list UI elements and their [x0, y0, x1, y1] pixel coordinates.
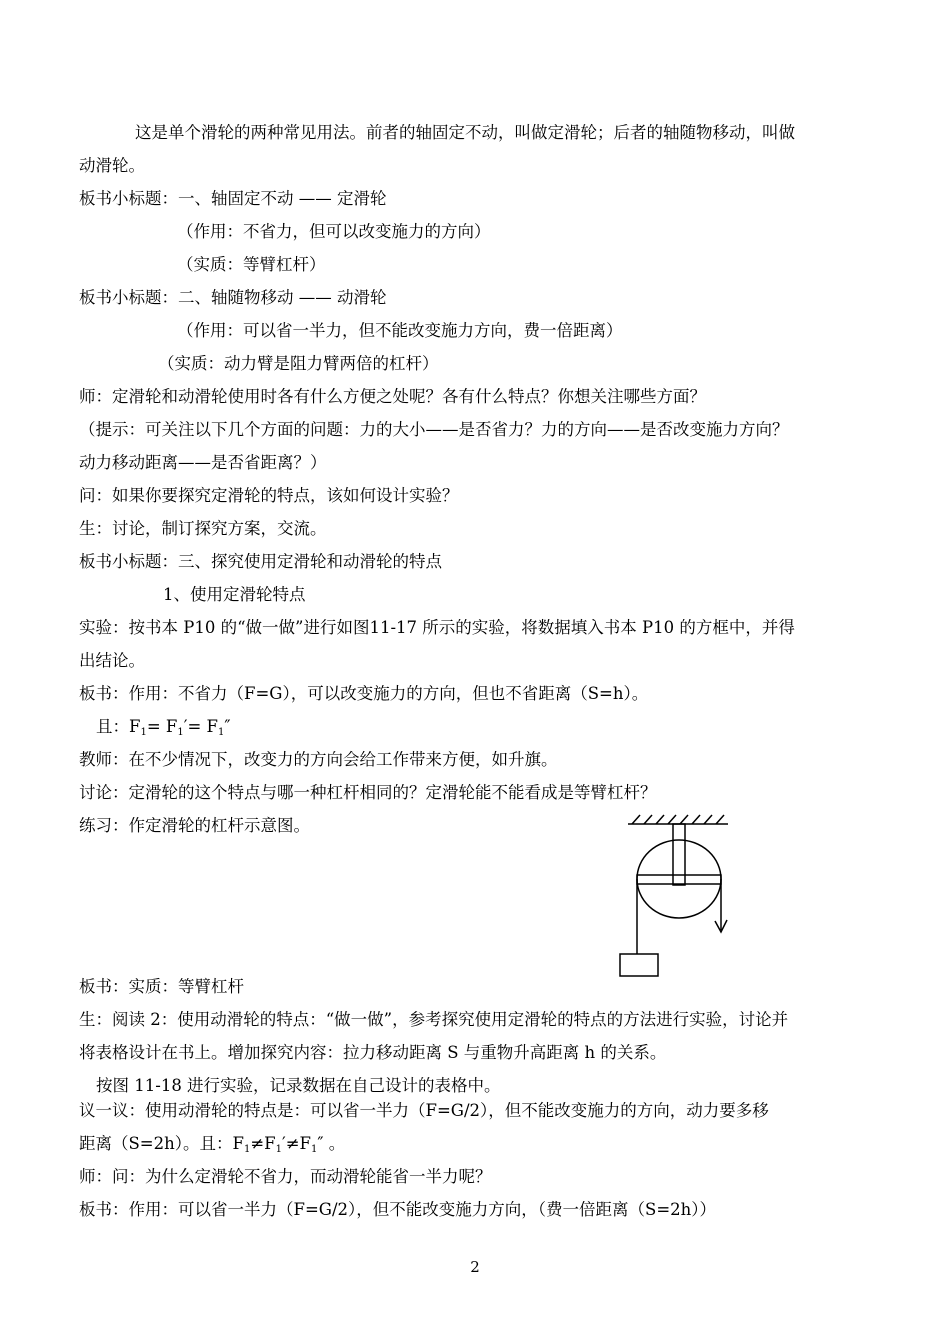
subscript: 1 [311, 1144, 318, 1155]
student-line: 生：阅读 2：使用动滑轮的特点：“做一做”，参考探究使用定滑轮的特点的方法进行实验，讨论并 [79, 1010, 789, 1029]
board-line: 板书：实质：等臂杠杆 [79, 977, 244, 996]
board-note: （作用：可以省一半力，但不能改变施力方向，费一倍距离） [177, 321, 623, 340]
experiment-line: 出结论。 [79, 651, 145, 670]
formula-text: ≠F [250, 1134, 276, 1153]
pulley-wheel [637, 840, 721, 918]
student-line: 将表格设计在书上。增加探究内容：拉力移动距离 S 与重物升高距离 h 的关系。 [79, 1043, 667, 1062]
fixed-pulley-diagram [618, 812, 738, 982]
lever-arm-bar [637, 875, 721, 884]
subscript: 1 [275, 1144, 282, 1155]
formula-text: 且：F [96, 717, 141, 736]
teacher-question: 师：定滑轮和动滑轮使用时各有什么方便之处呢？各有什么特点？你想关注哪些方面？ [79, 387, 706, 406]
formula-text: ″ 。 [317, 1134, 346, 1153]
board-heading: 板书小标题：一、轴固定不动 —— 定滑轮 [79, 189, 387, 208]
student-line: 生：讨论，制订探究方案，交流。 [79, 519, 327, 538]
formula-line [96, 717, 231, 743]
paragraph-line: 动滑轮。 [79, 156, 145, 175]
discussion-line: 议一议：使用动滑轮的特点是：可以省一半力（F=G/2），但不能改变施力的方向，动力要多移 [79, 1101, 769, 1120]
board-line: 板书：作用：可以省一半力（F=G/2），但不能改变施力方向，（费一倍距离（S=2h）） [79, 1200, 717, 1219]
experiment-line: 按图 11-18 进行实验，记录数据在自己设计的表格中。 [96, 1076, 501, 1095]
teacher-line: 教师：在不少情况下，改变力的方向会给工作带来方便，如升旗。 [79, 750, 558, 769]
subscript: 1 [243, 1144, 251, 1155]
pulley-axle-bracket [673, 824, 685, 885]
teacher-question: 师：问：为什么定滑轮不省力，而动滑轮能省一半力呢？ [79, 1167, 492, 1186]
hint-line: （提示：可关注以下几个方面的问题：力的大小——是否省力？力的方向——是否改变施力方向？ [79, 420, 789, 439]
formula-text: = F [146, 717, 178, 736]
formula-text: ′≠F [281, 1134, 312, 1153]
practice-line: 练习：作定滑轮的杠杆示意图。 [79, 816, 310, 835]
subscript: 1 [140, 727, 147, 738]
page-number: 2 [470, 1258, 480, 1276]
board-note: （作用：不省力，但可以改变施力的方向） [177, 222, 491, 241]
board-heading: 板书小标题：三、探究使用定滑轮和动滑轮的特点 [79, 552, 442, 571]
board-heading: 板书小标题：二、轴随物移动 —— 动滑轮 [79, 288, 387, 307]
sub-heading: 1、使用定滑轮特点 [163, 585, 306, 604]
question-line: 问：如果你要探究定滑轮的特点，该如何设计实验？ [79, 486, 459, 505]
ceiling-hatch [632, 815, 724, 824]
formula-text: ″ [224, 717, 231, 736]
formula-text: ′= F [183, 717, 218, 736]
hint-line: 动力移动距离——是否省距离？） [79, 453, 327, 472]
board-line: 板书：作用：不省力（F=G），可以改变施力的方向，但也不省距离（S=h）。 [79, 684, 649, 703]
experiment-line: 实验：按书本 P10 的“做一做”进行如图11-17 所示的实验，将数据填入书本 P10 的方框中，并得 [79, 618, 795, 637]
board-note: （实质：动力臂是阻力臂两倍的杠杆） [158, 354, 439, 373]
paragraph-line: 这是单个滑轮的两种常见用法。前者的轴固定不动，叫做定滑轮；后者的轴随物移动，叫做 [135, 123, 795, 142]
subscript: 1 [218, 727, 225, 738]
hanging-weight [620, 954, 658, 976]
formula-text: 距离（S=2h）。且：F [79, 1134, 244, 1153]
discussion-line: 讨论：定滑轮的这个特点与哪一种杠杆相同的？定滑轮能不能看成是等臂杠杆？ [79, 783, 657, 802]
formula-line [79, 1134, 345, 1160]
subscript: 1 [177, 727, 184, 738]
board-note: （实质：等臂杠杆） [177, 255, 326, 274]
